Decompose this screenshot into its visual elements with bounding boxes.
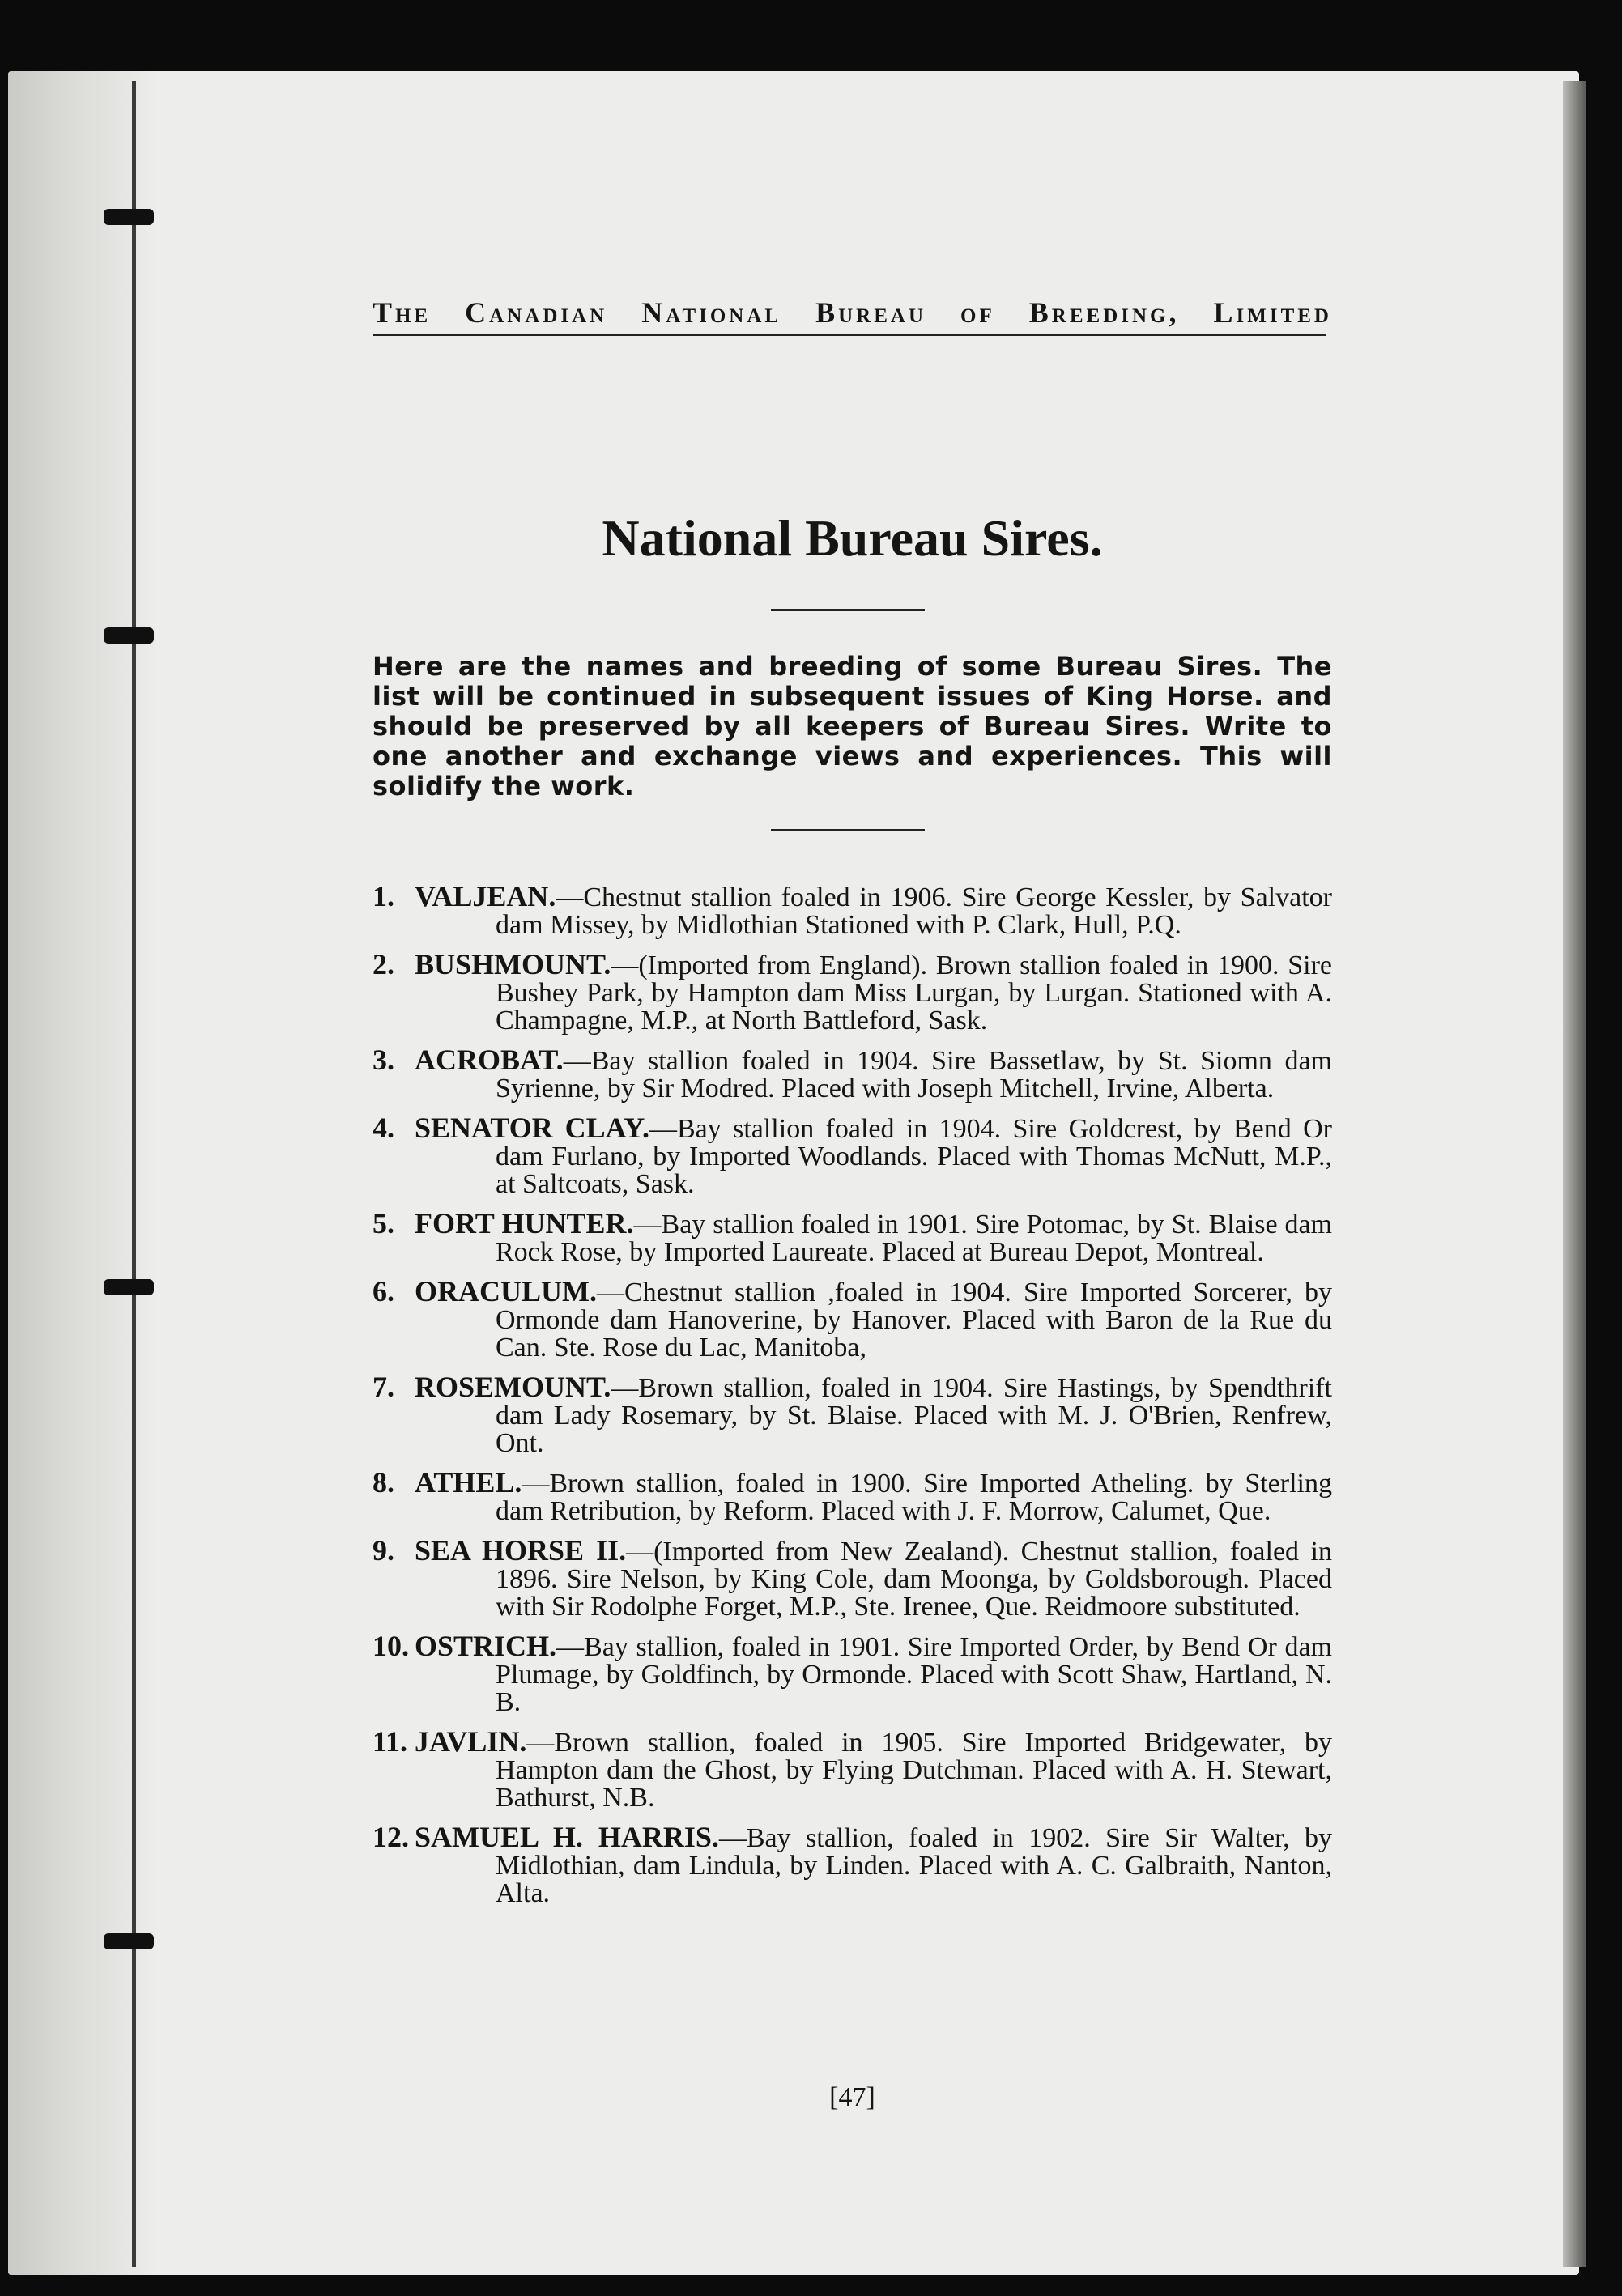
sire-number: 10.: [373, 1630, 409, 1662]
sire-entry: [373, 882, 1332, 939]
sire-name: SAMUEL H. HARRIS.: [415, 1821, 719, 1853]
sire-entry: [373, 1466, 1332, 1526]
sire-number: 4.: [373, 1112, 394, 1144]
sire-name: OSTRICH.: [415, 1630, 557, 1662]
sire-name: SENATOR CLAY.: [415, 1112, 649, 1144]
sire-entry: [373, 1046, 1332, 1103]
sire-number: 9.: [373, 1534, 394, 1567]
binding-stitch: [104, 627, 154, 644]
sires-list: [373, 882, 1332, 1919]
intro-rule: [771, 829, 925, 831]
sire-description: —Bay stallion foaled in 1904. Sire Goldcrest, by Bend Or dam Furlano, by Imported Woodlands. Placed with Thomas McNutt, M.P., at Saltcoats, Sask.: [496, 1114, 1332, 1199]
sire-name: FORT HUNTER.: [415, 1207, 634, 1239]
sire-name: SEA HORSE II.: [415, 1534, 627, 1567]
running-head-rule: [373, 334, 1326, 336]
sire-description: —Chestnut stallion foaled in 1906. Sire George Kessler, by Salvator dam Missey, by Midlothian Stationed with P. Clark, Hull, P.Q.: [496, 882, 1332, 940]
sire-entry: [373, 1534, 1332, 1622]
sire-description: —Chestnut stallion ,foaled in 1904. Sire Imported Sorcerer, by Ormonde dam Hanoverine, by Hanover. Placed with Baron de la Rue du Can. Ste. Rose du Lac, Manitoba,: [496, 1278, 1332, 1363]
binding-stitch: [104, 209, 154, 225]
binding-stitch: [104, 1279, 154, 1295]
sire-entry: [373, 1114, 1332, 1198]
title-rule: [771, 609, 925, 611]
sire-entry: [373, 950, 1332, 1035]
sire-number: 8.: [373, 1466, 394, 1499]
page-right-edge: [1563, 81, 1586, 2267]
sire-name: ACROBAT.: [415, 1044, 564, 1076]
sire-number: 12.: [373, 1821, 409, 1853]
page-title: National Bureau Sires.: [602, 509, 1103, 567]
sire-name: ORACULUM.: [415, 1275, 597, 1307]
sire-description: —Bay stallion, foaled in 1902. Sire Sir Walter, by Midlothian, dam Lindula, by Linden. Placed with A. C. Galbraith, Nanton, Alta.: [496, 1823, 1333, 1908]
sire-description: —Bay stallion, foaled in 1901. Sire Imported Order, by Bend Or dam Plumage, by Goldfinch, by Ormonde. Placed with Scott Shaw, Hartland, N. B.: [496, 1632, 1332, 1717]
sire-description: —Brown stallion, foaled in 1900. Sire Imported Atheling. by Sterling dam Retribution, by Reform. Placed with J. F. Morrow, Calumet, Que.: [496, 1469, 1332, 1526]
sire-entry: [373, 1632, 1332, 1716]
sire-number: 5.: [373, 1207, 394, 1239]
sire-number: 6.: [373, 1275, 394, 1307]
sire-name: ROSEMOUNT.: [415, 1371, 611, 1403]
sire-number: 11.: [373, 1725, 408, 1758]
sire-description: —(Imported from England). Brown stallion foaled in 1900. Sire Bushey Park, by Hampton dam Miss Lurgan, by Lurgan. Stationed with A. Champagne, M.P., at North Battleford, Sask.: [496, 950, 1332, 1035]
sire-description: —Brown stallion, foaled in 1905. Sire Imported Bridgewater, by Hampton dam the Ghost, by Flying Dutchman. Placed with A. H. Stewart, Bathurst, N.B.: [496, 1728, 1332, 1813]
page-number: [47]: [829, 2082, 875, 2112]
sire-entry: [373, 1373, 1332, 1457]
sire-name: ATHEL.: [415, 1466, 522, 1499]
binding-stitch: [104, 1933, 154, 1949]
sire-name: VALJEAN.: [415, 880, 556, 912]
running-head: The Canadian National Bureau of Breeding, Limited: [373, 296, 1332, 329]
sire-number: 7.: [373, 1371, 394, 1403]
sire-description: —Bay stallion foaled in 1904. Sire Bassetlaw, by St. Siomn dam Syrienne, by Sir Modred. Placed with Joseph Mitchell, Irvine, Alberta.: [496, 1046, 1332, 1103]
sire-entry: [373, 1207, 1332, 1267]
sire-description: —(Imported from New Zealand). Chestnut stallion, foaled in 1896. Sire Nelson, by King Cole, dam Moonga, by Goldsborough. Placed with Sir Rodolphe Forget, M.P., Ste. Irenee, Que. Reidmoore substituted.: [496, 1537, 1332, 1622]
sire-entry: [373, 1725, 1332, 1813]
sire-description: —Brown stallion, foaled in 1904. Sire Hastings, by Spendthrift dam Lady Rosemary, by St. Blaise. Placed with M. J. O'Brien, Renfrew, Ont.: [496, 1373, 1332, 1458]
sire-entry: [373, 1823, 1332, 1907]
sire-entry: [373, 1275, 1332, 1363]
sire-number: 1.: [373, 880, 394, 912]
sire-name: JAVLIN.: [415, 1725, 527, 1758]
sire-number: 2.: [373, 948, 394, 980]
sire-description: —Bay stallion foaled in 1901. Sire Potomac, by St. Blaise dam Rock Rose, by Imported Laureate. Placed at Bureau Depot, Montreal.: [496, 1210, 1332, 1267]
sire-number: 3.: [373, 1044, 394, 1076]
intro-paragraph: Here are the names and breeding of some Bureau Sires. The list will be continued in subsequent issues of King Horse. and should be preserved by all keepers of Bureau Sires. Write to one another and exchange views and experiences. This will solidify the work.: [373, 651, 1332, 801]
sire-name: BUSHMOUNT.: [415, 948, 611, 980]
